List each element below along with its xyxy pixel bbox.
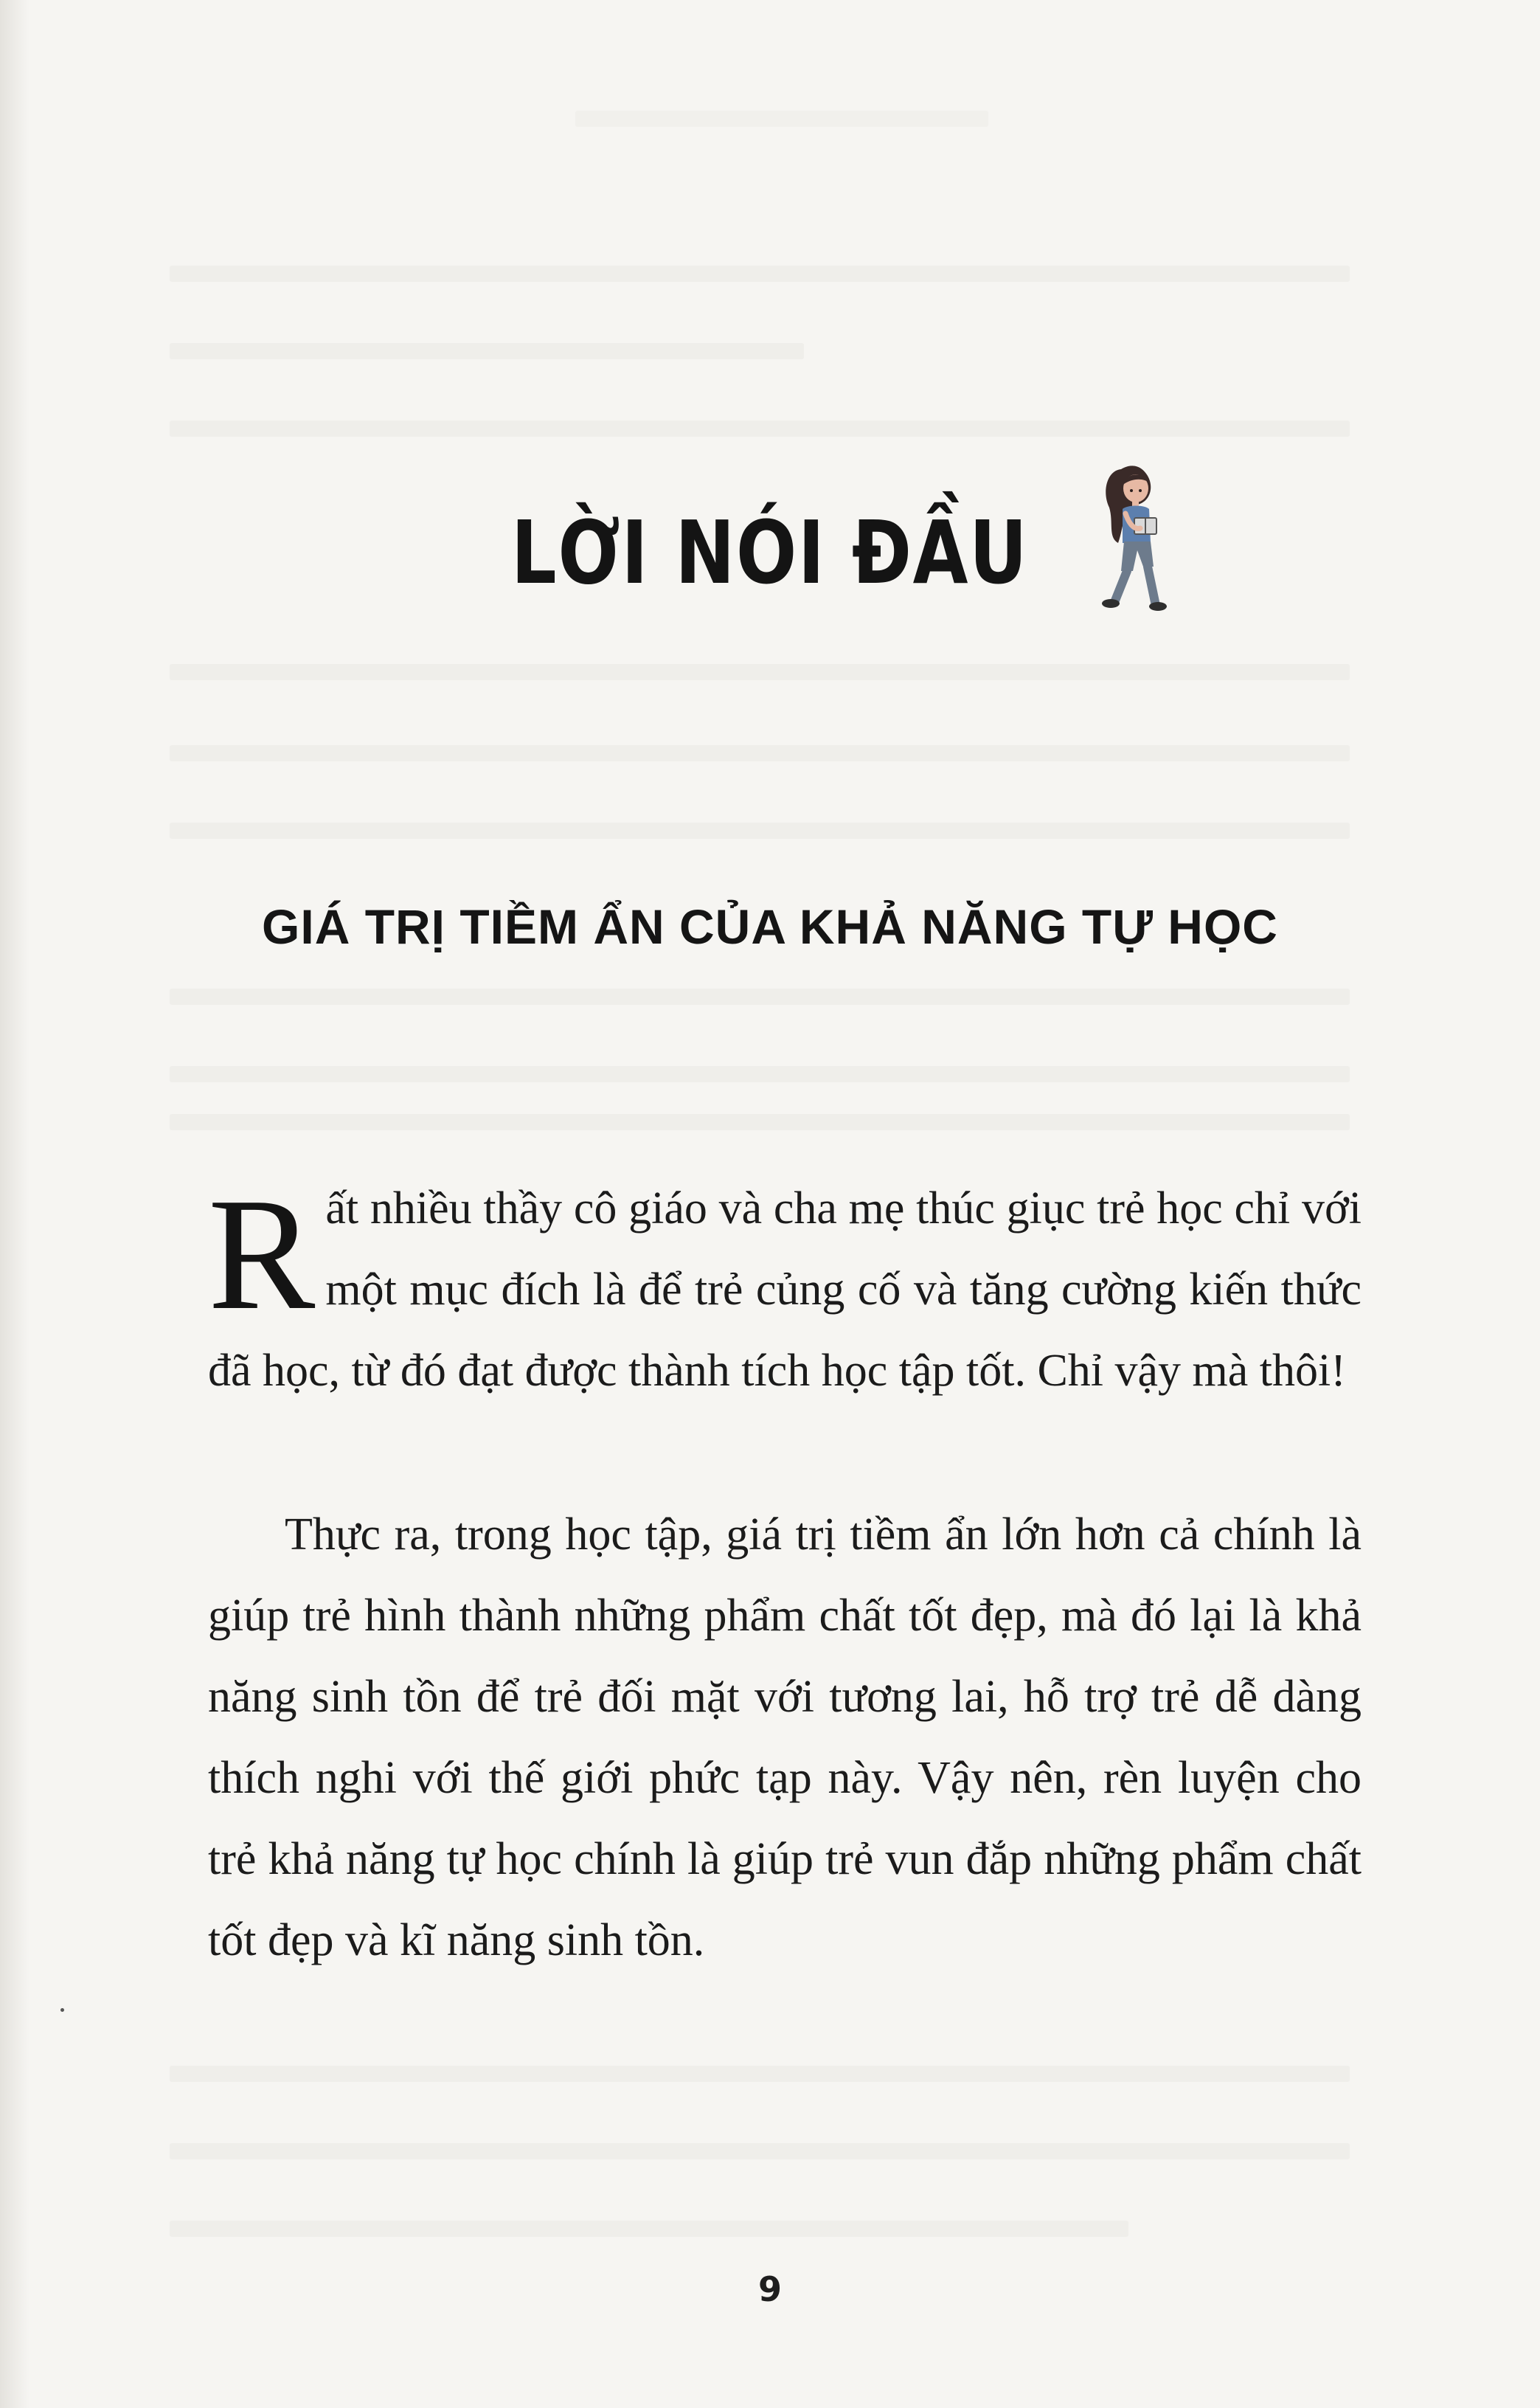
paragraph-1-text: ất nhiều thầy cô giáo và cha mẹ thúc giục trẻ học chỉ với một mục đích là để trẻ củng cố và tăng cường kiến thức đã học, từ đó đạt được thành tích học tập tốt. Chỉ vậy mà thôi! xyxy=(208,1183,1362,1396)
paragraph-1 xyxy=(208,1168,1362,1411)
print-speck xyxy=(60,2008,64,2012)
page-edge-shadow xyxy=(0,0,30,2408)
drop-cap: R xyxy=(208,1166,316,1343)
page-title: LỜI NÓI ĐẦU xyxy=(511,502,1029,603)
girl-reading-illustration xyxy=(1092,456,1180,626)
paragraph-2: Thực ra, trong học tập, giá trị tiềm ẩn lớn hơn cả chính là giúp trẻ hình thành những phẩm chất tốt đẹp, mà đó lại là khả năng sinh tồn để trẻ đối mặt với tương lai, hỗ trợ trẻ dễ dàng thích nghi với thế giới phức tạp này. Vậy nên, rèn luyện cho trẻ khả năng tự học chính là giúp trẻ vun đắp những phẩm chất tốt đẹp và kĩ năng sinh tồn. xyxy=(208,1509,1362,1965)
page-number: 9 xyxy=(757,2269,782,2309)
section-subtitle: GIÁ TRỊ TIỀM ẨN CỦA KHẢ NĂNG TỰ HỌC xyxy=(262,899,1278,954)
title-container xyxy=(0,502,1540,603)
